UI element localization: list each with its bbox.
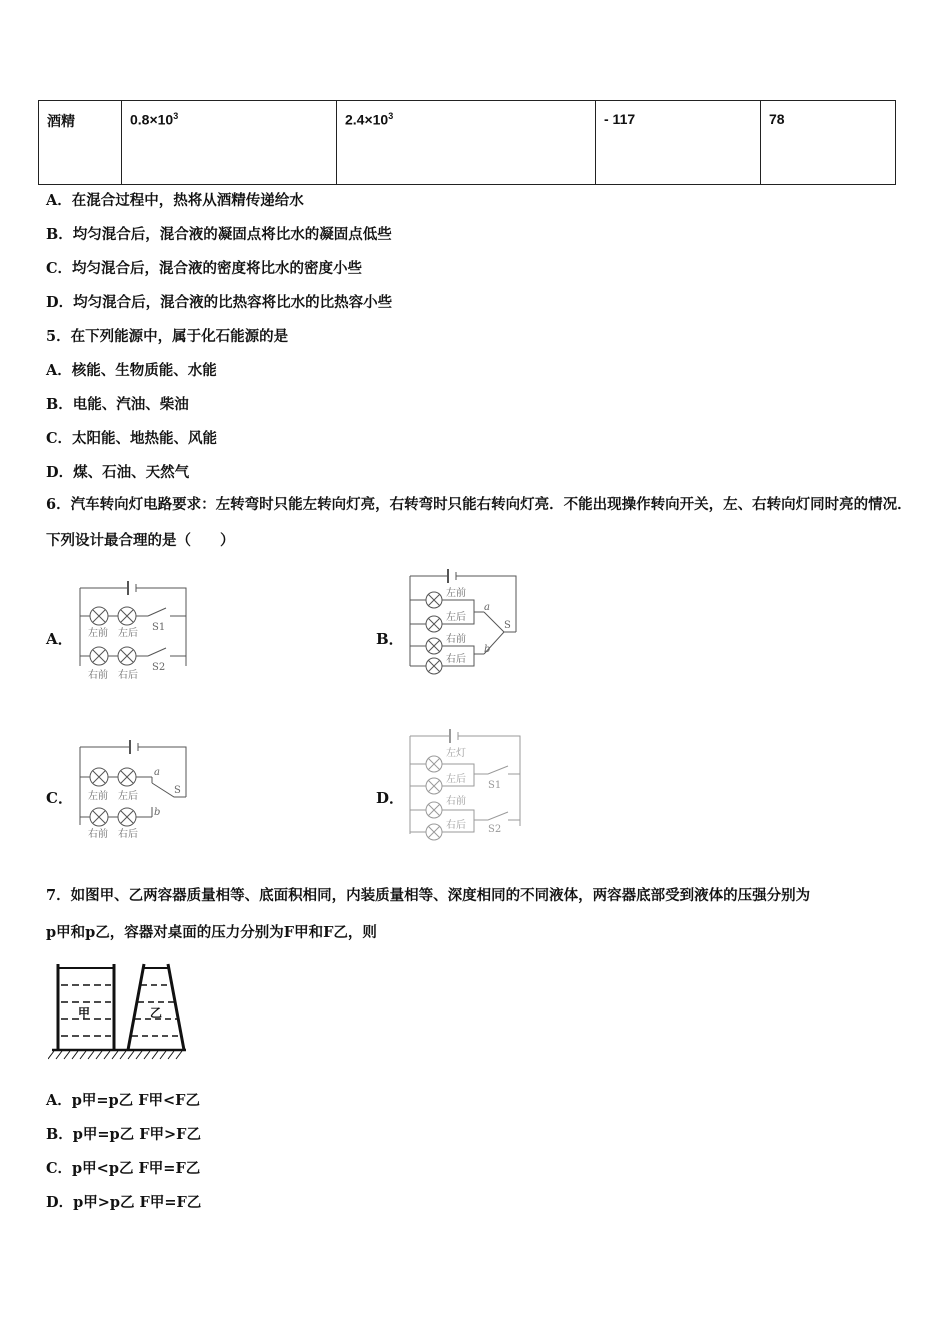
- label-zuohou: 左后: [118, 628, 138, 639]
- table-row: [39, 101, 896, 185]
- label-zuohou: 左后: [446, 774, 466, 785]
- label-b: b: [154, 807, 161, 818]
- q7-stem-1: 7．如图甲、乙两容器质量相等、底面积相同，内装质量相等、深度相同的不同液体，两容器底部受到液体的压强分别为: [46, 887, 811, 904]
- label-zuoqian: 左前: [88, 628, 108, 639]
- label-youhou: 右后: [118, 829, 138, 840]
- label-a: a: [484, 602, 490, 613]
- q5-option-a: A．核能、生物质能、水能: [46, 362, 217, 379]
- label-s: S: [504, 620, 511, 631]
- q5-option-c: C．太阳能、地热能、风能: [46, 430, 218, 447]
- label-b: b: [484, 644, 491, 655]
- circuit-d-figure: [404, 722, 528, 848]
- label-youqian: 右前: [446, 796, 466, 807]
- containers-figure: [48, 958, 190, 1064]
- label-zuohou: 左后: [118, 791, 138, 802]
- label-s1: S1: [488, 780, 502, 791]
- label-zuoqian: 左前: [88, 791, 108, 802]
- label-youhou: 右后: [446, 654, 466, 665]
- q7-option-a: A．p甲=p乙 F甲<F乙: [46, 1092, 200, 1109]
- label-s2: S2: [488, 824, 502, 835]
- data-table: [38, 100, 896, 185]
- q5-stem: 5．在下列能源中，属于化石能源的是: [46, 328, 289, 345]
- q7-option-b: B．p甲=p乙 F甲>F乙: [46, 1126, 201, 1143]
- label-s2: S2: [152, 662, 166, 673]
- q6-label-b: B．: [376, 630, 404, 648]
- q5-option-d: D．煤、石油、天然气: [46, 464, 190, 481]
- q4-option-b: B．均匀混合后，混合液的凝固点将比水的凝固点低些: [46, 226, 392, 243]
- q7-stem-2: p甲和p乙，容器对桌面的压力分别为F甲和F乙，则: [46, 924, 377, 941]
- label-yi: 乙: [150, 1006, 163, 1020]
- label-zuoqian: 左前: [446, 588, 466, 599]
- label-a: a: [154, 767, 160, 778]
- circuit-a-figure: [74, 568, 192, 685]
- table-cell: 酒精: [39, 101, 122, 185]
- label-jia: 甲: [78, 1006, 91, 1020]
- table-cell: $2.4\times 10^3$: [337, 101, 596, 185]
- table-cell: 78: [761, 101, 896, 185]
- q4-option-c: C．均匀混合后，混合液的密度将比水的密度小些: [46, 260, 363, 277]
- label-s: S: [174, 785, 181, 796]
- label-youhou: 右后: [446, 820, 466, 831]
- q4-option-d: D．均匀混合后，混合液的比热容将比水的比热容小些: [46, 294, 393, 311]
- label-s1: S1: [152, 622, 166, 633]
- label-zuodeng: 左灯: [446, 748, 466, 759]
- label-youqian: 右前: [88, 829, 108, 840]
- q6-label-a: A．: [46, 630, 73, 648]
- q6-stem: 6．汽车转向灯电路要求：左转弯时只能左转向灯亮，右转弯时只能右转向灯亮．不能出现操作转向开关，左、右转向灯同时亮的情况．下列设计最合理的是（ ）: [46, 496, 912, 549]
- table-cell: $0.8\times 10^3$: [122, 101, 337, 185]
- q4-option-a: A．在混合过程中，热将从酒精传递给水: [46, 192, 304, 209]
- q6-label-c: C．: [46, 789, 73, 807]
- q5-option-b: B．电能、汽油、柴油: [46, 396, 189, 413]
- label-youqian: 右前: [446, 634, 466, 645]
- label-zuohou: 左后: [446, 612, 466, 623]
- circuit-c-figure: [74, 733, 192, 845]
- label-youhou: 右后: [118, 670, 138, 681]
- circuit-b-figure: [404, 562, 522, 687]
- q7-option-c: C．p甲<p乙 F甲=F乙: [46, 1160, 201, 1177]
- table-cell: - 117: [596, 101, 761, 185]
- label-youqian: 右前: [88, 670, 108, 681]
- q7-option-d: D．p甲>p乙 F甲=F乙: [46, 1194, 202, 1211]
- q6-label-d: D．: [376, 789, 405, 807]
